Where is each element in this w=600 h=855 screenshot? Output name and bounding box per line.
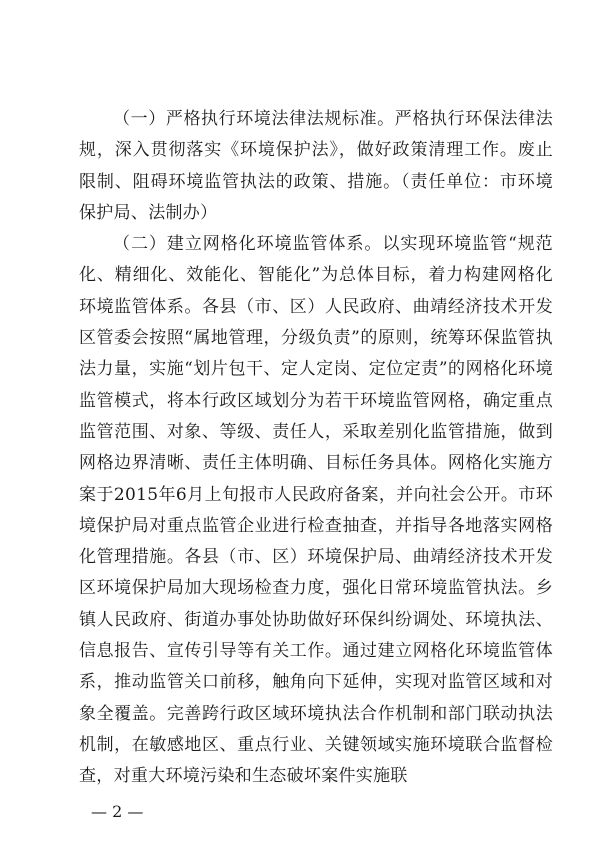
paragraph-2: （二）建立网格化环境监管体系。以实现环境监管“规范化、精细化、效能化、智能化”为总体目标，着力构建网格化环境监管体系。各县（市、区）人民政府、曲靖经济技术开发区管委会按照“属地管理，分级负责”的原则，统筹环保监管执法力量，实施“划片包干、定人定岗、定位定责”的网格化环境监管模式，将本行政区域划分为若干环境监管网格，确定重点监管范围、对象、等级、责任人，采取差别化监管措施，做到网格边界清晰、责任主体明确、目标任务具体。网格化实施方案于2015年6月上旬报市人民政府备案，并向社会公开。市环境保护局对重点监管企业进行检查抽查，并指导各地落实网格化管理措施。各县（市、区）环境保护局、曲靖经济技术开发区环境保护局加大现场检查力度，强化日常环境监管执法。乡镇人民政府、街道办事处协助做好环保纠纷调处、环境执法、信息报告、宣传引导等有关工作。通过建立网格化环境监管体系，推动监管关口前移，触角向下延伸，实现对监管区域和对象全覆盖。完善跨行政区域环境执法合作机制和部门联动执法机制，在敏感地区、重点行业、关键领域实施环境联合监督检查，对重大环境污染和生态破坏案件实施联 bbox=[79, 234, 553, 787]
paragraph-1: （一）严格执行环境法律法规标准。严格执行环保法律法规，深入贯彻落实《环境保护法》，做好政策清理工作。废止限制、阻碍环境监管执法的政策、措施。（责任单位：市环境保护局、法制办） bbox=[79, 109, 553, 223]
page-number: — 2 — bbox=[91, 802, 144, 821]
document-body bbox=[79, 104, 553, 793]
